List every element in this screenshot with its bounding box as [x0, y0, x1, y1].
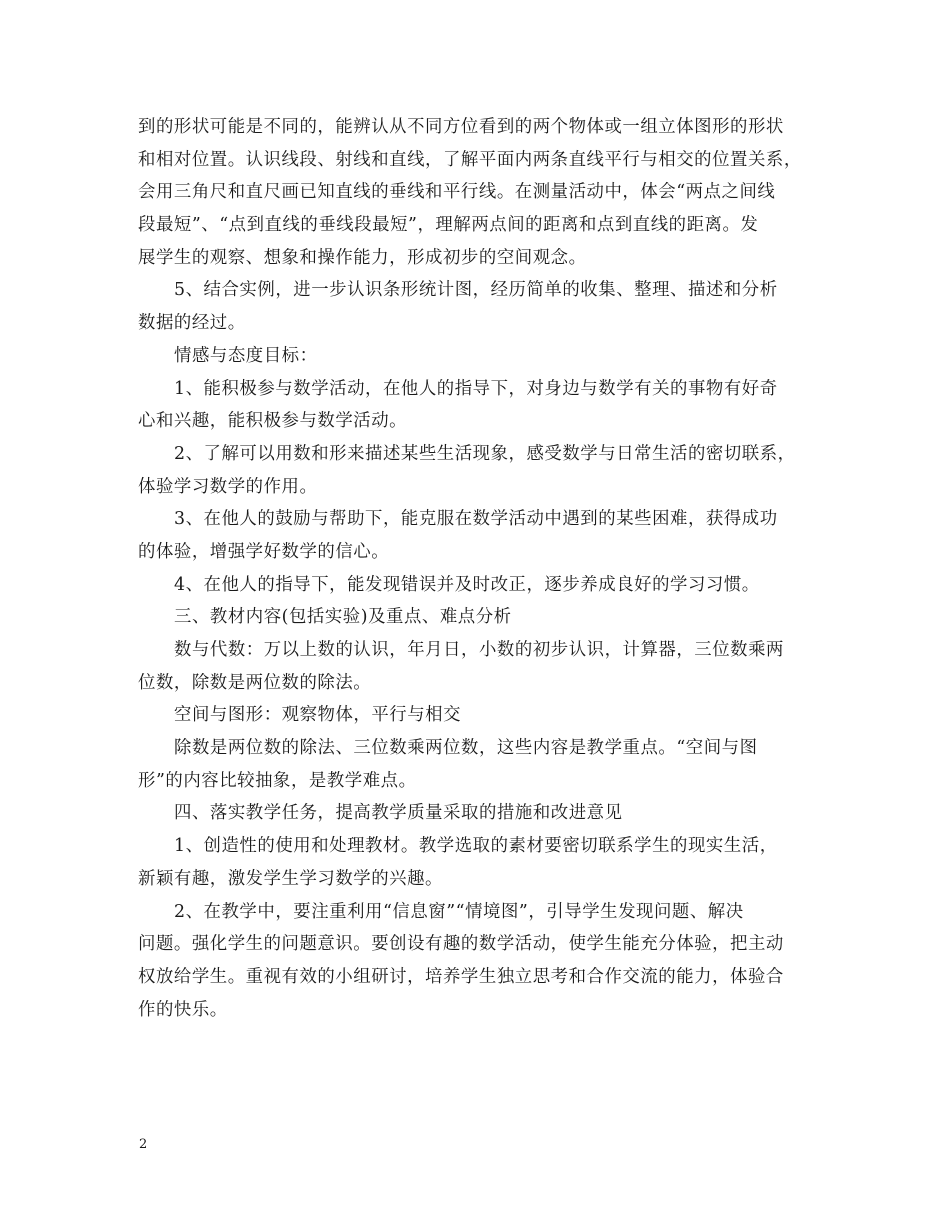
text-line: 空间与图形：观察物体，平行与相交	[174, 705, 462, 726]
text-line: 四、落实教学任务，提高教学质量采取的措施和改进意见	[174, 803, 623, 824]
text-line: 形”的内容比较抽象，是教学难点。	[138, 770, 417, 791]
document-body	[138, 111, 818, 1026]
page-number: 2	[139, 1137, 148, 1152]
text-line: 4、在他人的指导下，能发现错误并及时改正，逐步养成良好的学习习惯。	[174, 574, 760, 595]
text-line: 位数，除数是两位数的除法。	[138, 672, 372, 693]
text-line: 展学生的观察、想象和操作能力，形成初步的空间观念。	[138, 247, 587, 268]
text-line: 段最短”、“点到直线的垂线段最短”，理解两点间的距离和点到直线的距离。发	[138, 215, 759, 236]
text-line: 2、在教学中，要注重利用“信息窗”“情境图”，引导学生发现问题、解决	[174, 901, 744, 922]
text-line: 3、在他人的鼓励与帮助下，能克服在数学活动中遇到的某些困难，获得成功	[174, 509, 778, 530]
text-line: 数据的经过。	[138, 313, 246, 334]
text-line: 会用三角尺和直尺画已知直线的垂线和平行线。在测量活动中，体会“两点之间线	[138, 182, 776, 203]
text-line: 数与代数：万以上数的认识，年月日，小数的初步认识，计算器，三位数乘两	[174, 640, 784, 660]
text-line: 情感与态度目标：	[174, 345, 318, 366]
text-line: 的体验，增强学好数学的信心。	[138, 541, 390, 562]
text-line: 1、能积极参与数学活动，在他人的指导下，对身边与数学有关的事物有好奇	[174, 378, 778, 399]
text-line: 问题。强化学生的问题意识。要创设有趣的数学活动，使学生能充分体验，把主动	[138, 934, 784, 955]
text-line: 新颖有趣，激发学生学习数学的兴趣。	[138, 868, 443, 889]
text-line: 1、创造性的使用和处理教材。教学选取的素材要密切联系学生的现实生活，	[174, 836, 778, 857]
text-line: 5、结合实例，进一步认识条形统计图，经历简单的收集、整理、描述和分析	[174, 280, 778, 301]
text-line: 除数是两位数的除法、三位数乘两位数，这些内容是教学重点。“空间与图	[174, 738, 758, 759]
text-line: 心和兴趣，能积极参与数学活动。	[138, 411, 408, 432]
text-line: 体验学习数学的作用。	[138, 476, 318, 497]
text-line: 三、教材内容(包括实验)及重点、难点分析	[174, 607, 512, 628]
text-line: 2、了解可以用数和形来描述某些生活现象，感受数学与日常生活的密切联系，	[174, 443, 796, 464]
text-line: 作的快乐。	[138, 999, 228, 1020]
text-line: 权放给学生。重视有效的小组研讨，培养学生独立思考和合作交流的能力，体验合	[138, 966, 784, 987]
text-line: 到的形状可能是不同的，能辨认从不同方位看到的两个物体或一组立体图形的形状	[138, 117, 784, 137]
text-line: 和相对位置。认识线段、射线和直线，了解平面内两条直线平行与相交的位置关系，	[138, 149, 802, 170]
